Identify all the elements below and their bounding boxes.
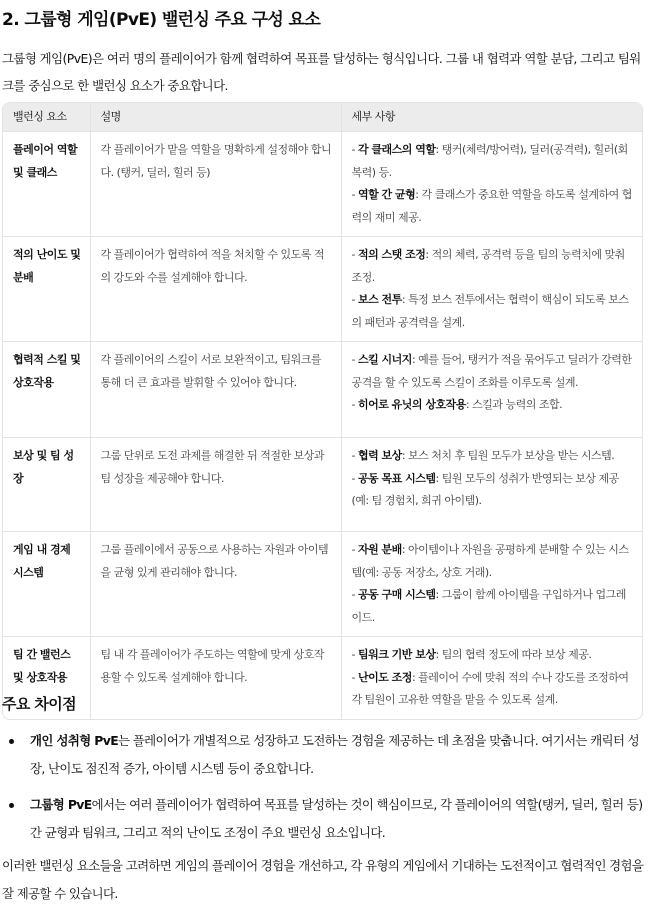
cell-element: 보상 및 팀 성장 [3, 438, 90, 532]
detail-label: 스킬 시너지 [357, 353, 412, 366]
bullet-icon [9, 739, 14, 744]
cell-description: 각 플레이어가 협력하여 적을 처치할 수 있도록 적의 강도와 수를 설계해야 합니다. [90, 237, 341, 342]
list-item-text: 에서는 여러 플레이어가 협력하여 목표를 달성하는 것이 핵심이므로, 각 플레이어의 역할(탱커, 딜러, 힐러 등) 간 균형과 팀워크, 그리고 적의 난이도 조정이 주요 밸런싱 요소입니다. [30, 797, 643, 840]
detail-label: 히어로 유닛의 상호작용 [357, 398, 466, 411]
cell-element: 플레이어 역할 및 클래스 [3, 132, 90, 237]
detail-text: : 그룹이 함께 아이템을 구입하거나 업그레이드. [351, 588, 626, 624]
list-item-text: 는 플레이어가 개별적으로 성장하고 도전하는 경험을 제공하는 데 초점을 맞춥니다. 여기서는 캐릭터 성장, 난이도 점진적 증가, 아이템 시스템 등이 중요합니다. [30, 733, 640, 776]
cell-details: - 협력 보상: 보스 처치 후 팀원 모두가 보상을 받는 시스템. - 공동 목표 시스템: 팀원 모두의 성취가 반영되는 보상 제공 (예: 팀 경험치, 희귀 아이템). [341, 438, 642, 532]
detail-text: : 팀의 협력 정도에 따라 보상 제공. [435, 648, 592, 661]
table-row [3, 237, 642, 342]
list-item-bold: 개인 성취형 PvE [30, 733, 119, 748]
detail-text: : 탱커(체력/방어력), 딜러(공격력), 힐러(회복력) 등. [351, 143, 628, 179]
table-header-row [3, 103, 642, 132]
detail-text: : 보스 처치 후 팀원 모두가 보상을 받는 시스템. [401, 449, 615, 462]
conclusion: 이러한 밸런싱 요소들을 고려하면 게임의 플레이어 경험을 개선하고, 각 유형의 게임에서 기대하는 도전적이고 협력적인 경험을 잘 제공할 수 있습니다. [2, 858, 644, 901]
detail-label: 공동 목표 시스템 [357, 471, 436, 485]
cell-details: - 적의 스탯 조정: 적의 체력, 공격력 등을 팀의 능력치에 맞춰 조정. - 보스 전투: 특정 보스 전투에서는 협력이 핵심이 되도록 보스의 패턴과 공격력을 설계. [341, 237, 642, 342]
cell-element: 협력적 스킬 및 상호작용 [3, 342, 90, 438]
detail-label: 보스 전투 [357, 293, 402, 306]
cell-description: 팀 내 각 플레이어가 주도하는 역할에 맞게 상호작용할 수 있도록 설계해야 합니다. [90, 637, 341, 719]
cell-description: 그룹 단위로 도전 과제를 해결한 뒤 적절한 보상과 팀 성장을 제공해야 합니다. [90, 438, 341, 532]
list-item-bold: 그룹형 PvE [30, 797, 92, 812]
detail-label: 팀워크 기반 보상 [357, 648, 436, 661]
table-row [3, 438, 642, 532]
detail-label: 적의 스탯 조정 [357, 248, 426, 261]
detail-text: : 스킬과 능력의 조합. [465, 398, 563, 411]
detail-text: : 팀원 모두의 성취가 반영되는 보상 제공 (예: 팀 경험치, 희귀 아이템). [351, 471, 619, 507]
section-title: 2. 그룹형 게임(PvE) 밸런싱 주요 구성 요소 [2, 10, 321, 30]
cell-element: 적의 난이도 및 분배 [3, 237, 90, 342]
header-description: 설명 [90, 103, 341, 132]
detail-text: : 아이템이나 자원을 공평하게 분배할 수 있는 시스템(예: 공동 저장소, 상호 거래). [351, 543, 629, 579]
detail-label: 자원 분배 [357, 543, 402, 556]
cell-details: - 각 클래스의 역할: 탱커(체력/방어력), 딜러(공격력), 힐러(회복력) 등. - 역할 간 균형: 각 클래스가 중요한 역할을 하도록 설계하여 협력의 재미 제공. [341, 132, 642, 237]
cell-details: - 팀워크 기반 보상: 팀의 협력 정도에 따라 보상 제공. - 난이도 조정: 플레이어 수에 맞춰 적의 수나 강도를 조정하여 각 팀원이 고유한 역할을 맡을 수 있도록 설계. [351, 648, 629, 706]
detail-text: : 특정 보스 전투에서는 협력이 핵심이 되도록 보스의 패턴과 공격력을 설계. [351, 293, 629, 329]
list-item [0, 791, 650, 847]
table-row [3, 637, 642, 719]
detail-text: : 플레이어 수에 맞춰 적의 수나 강도를 조정하여 각 팀원이 고유한 역할을 맡을 수 있도록 설계. [351, 670, 629, 706]
cell-details: - 스킬 시너지: 예를 들어, 탱커가 적을 묶어두고 딜러가 강력한 공격을 할 수 있도록 스킬이 조화를 이루도록 설계. - 히어로 유닛의 상호작용: 스킬과 능력의 조합. [341, 342, 642, 438]
section-intro: 그룹형 게임(PvE)은 여러 명의 플레이어가 함께 협력하여 목표를 달성하는 형식입니다. 그룹 내 협력과 역할 분담, 그리고 팀워크를 중심으로 한 밸런싱 요소가 중요합니다. [2, 51, 641, 93]
detail-text: : 예를 들어, 탱커가 적을 묶어두고 딜러가 강력한 공격을 할 수 있도록 스킬이 조화를 이루도록 설계. [351, 353, 632, 389]
list-item [0, 727, 650, 783]
header-element: 밸런싱 요소 [3, 103, 90, 132]
detail-label: 공동 구매 시스템 [357, 588, 436, 601]
differences-title: 주요 차이점 [2, 695, 77, 713]
cell-description: 각 플레이어의 스킬이 서로 보완적이고, 팀워크를 통해 더 큰 효과를 발휘할 수 있어야 합니다. [90, 342, 341, 438]
detail-label: 각 클래스의 역할 [357, 143, 436, 156]
cell-description: 그룹 플레이에서 공동으로 사용하는 자원과 아이템을 균형 있게 관리해야 합니다. [90, 532, 341, 637]
detail-text: : 각 클래스가 중요한 역할을 하도록 설계하여 협력의 재미 제공. [351, 188, 632, 224]
detail-label: 난이도 조정 [357, 670, 412, 684]
cell-element: 게임 내 경제 시스템 [3, 532, 90, 637]
cell-element: 팀 간 밸런스 및 상호작용 [3, 637, 90, 719]
detail-label: 역할 간 균형 [357, 188, 416, 201]
detail-label: 협력 보상 [357, 449, 402, 462]
cell-description: 각 플레이어가 맡을 역할을 명확하게 설정해야 합니다. (탱커, 딜러, 힐러 등) [90, 132, 341, 237]
header-details: 세부 사항 [341, 103, 642, 132]
table-row [3, 132, 642, 237]
cell-details: - 자원 분배: 아이템이나 자원을 공평하게 분배할 수 있는 시스템(예: 공동 저장소, 상호 거래). - 공동 구매 시스템: 그룹이 함께 아이템을 구입하거나 업그레이드. [341, 532, 642, 637]
detail-text: : 적의 체력, 공격력 등을 팀의 능력치에 맞춰 조정. [351, 248, 625, 284]
bullet-icon [9, 803, 14, 808]
differences-list [0, 727, 650, 855]
balancing-table [2, 102, 643, 720]
table-row [3, 532, 642, 637]
table-row [3, 342, 642, 438]
